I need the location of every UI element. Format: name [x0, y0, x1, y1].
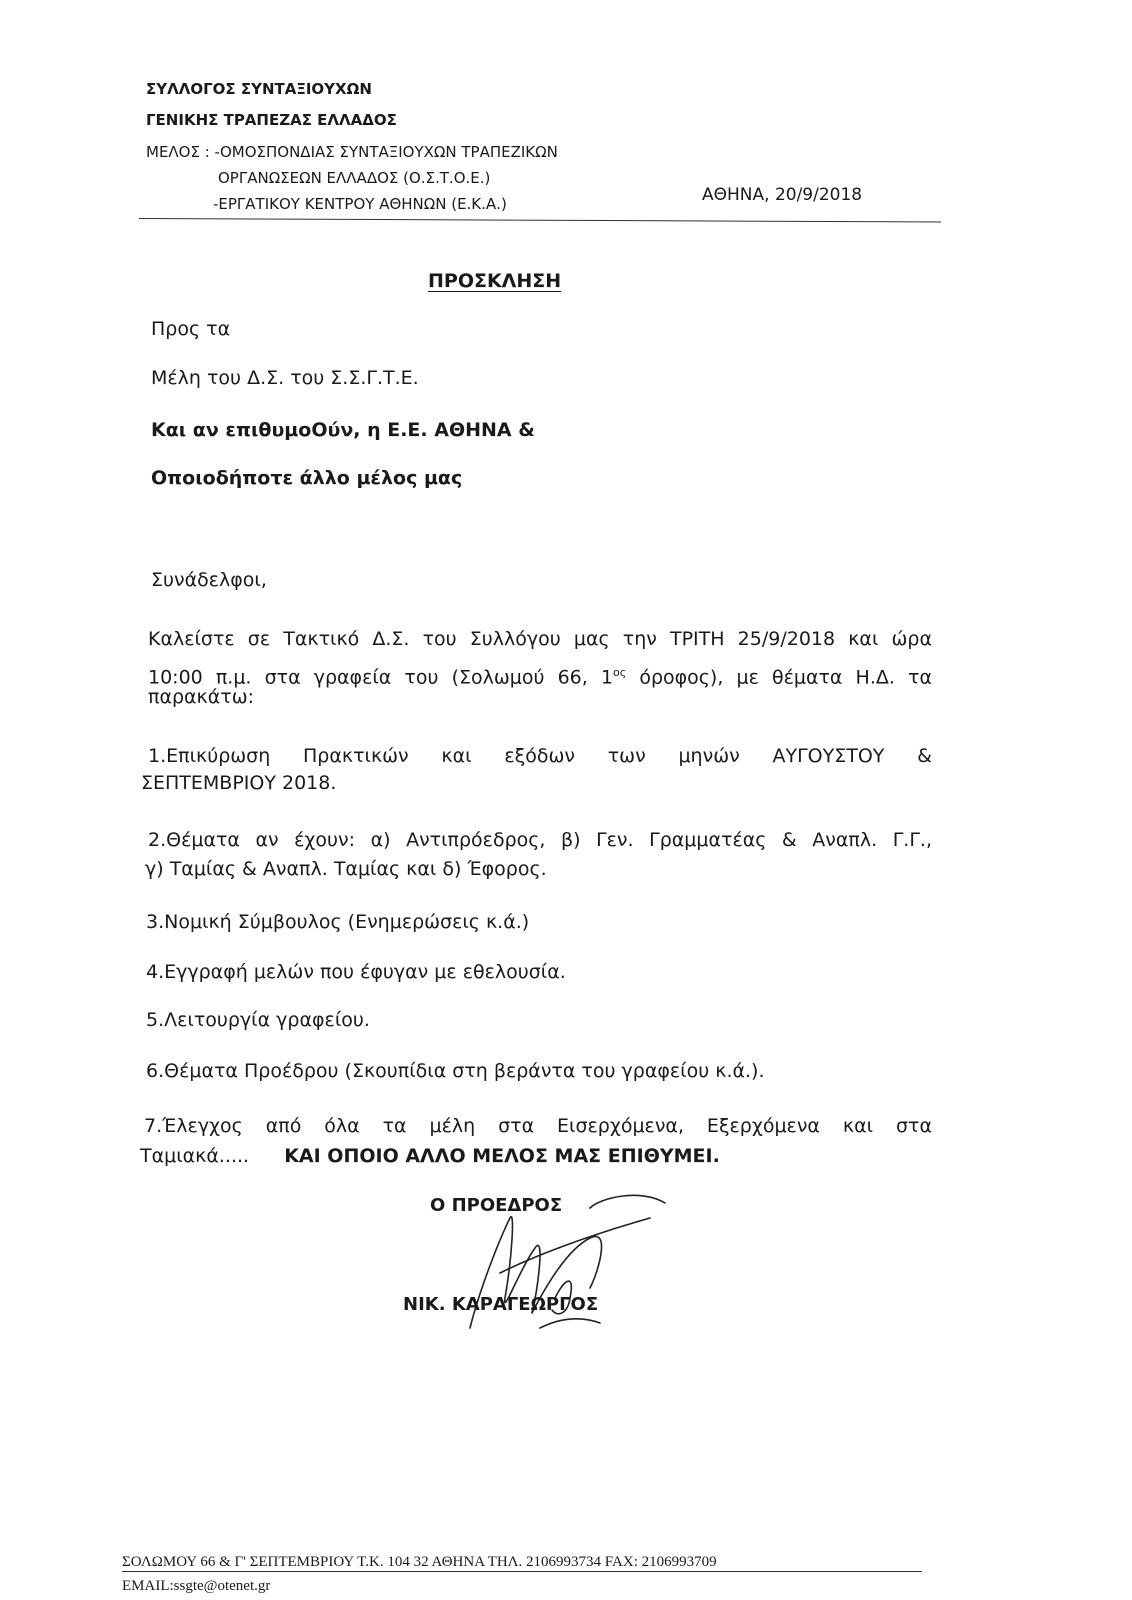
agenda-item-1-line1: 1.Επικύρωση Πρακτικών και εξόδων των μηνών ΑΥΓΟΥΣΤΟΥ & [148, 745, 932, 767]
agenda-item-3: 3.Νομική Σύμβουλος (Ενημερώσεις κ.ά.) [146, 911, 530, 933]
recipients-line4: Οποιοδήποτε άλλο μέλος μας [151, 467, 463, 489]
handwritten-signature [440, 1178, 690, 1348]
intro-line2: 10:00 π.μ. στα γραφεία του (Σολωμού 66, $1^{o\varsigma}$ όροφος), με θέματα Η.Δ. τα [148, 666, 932, 689]
recipients-line3: Και αν επιθυμοΟύν, η Ε.Ε. ΑΘΗΝΑ & [151, 419, 535, 441]
agenda-item-7-line2 [140, 1145, 720, 1167]
agenda-item-5: 5.Λειτουργία γραφείου. [146, 1009, 370, 1031]
salutation: Συνάδελφοι, [151, 569, 267, 591]
document-title: ΠΡΟΣΚΛΗΣΗ [428, 270, 562, 292]
agenda-item-7-line1: 7.Έλεγχος από όλα τα μέλη στα Εισερχόμενα, Εξερχόμενα και στα [144, 1115, 932, 1137]
intro-line3: παρακάτω: [148, 686, 255, 708]
agenda-item-4: 4.Εγγραφή μελών που έφυγαν με εθελουσία. [146, 961, 566, 983]
recipients-line1: Προς τα [151, 318, 231, 340]
recipients-line2: Μέλη του Δ.Σ. του Σ.Σ.Γ.Τ.Ε. [151, 367, 419, 389]
header-divider [139, 218, 941, 222]
org-name-line2: ΓΕΝΙΚΗΣ ΤΡΑΠΕΖΑΣ ΕΛΛΑΔΟΣ [146, 111, 397, 129]
signature-name: ΝΙΚ. ΚΑΡΑΓΕΩΡΓΟΣ [403, 1294, 599, 1315]
agenda-item-7-text: Ταμιακά..... [140, 1145, 250, 1167]
letter-date: ΑΘΗΝΑ, 20/9/2018 [702, 185, 863, 205]
signature-role: Ο ΠΡΟΕΔΡΟΣ [430, 1195, 563, 1216]
member-line1: ΜΕΛΟΣ : -ΟΜΟΣΠΟΝΔΙΑΣ ΣΥΝΤΑΞΙΟΥΧΩΝ ΤΡΑΠΕΖΙΚΩΝ [146, 143, 558, 161]
agenda-item-2-line1: 2.Θέματα αν έχουν: α) Αντιπρόεδρος, β) Γεν. Γραμματέας & Αναπλ. Γ.Γ., [148, 829, 932, 851]
org-name-line1: ΣΥΛΛΟΓΟΣ ΣΥΝΤΑΞΙΟΥΧΩΝ [146, 80, 372, 98]
intro-line1: Καλείστε σε Τακτικό Δ.Σ. του Συλλόγου μας την ΤΡΙΤΗ 25/9/2018 και ώρα [148, 628, 932, 650]
agenda-item-1-line2: ΣΕΠΤΕΜΒΡΙΟΥ 2018. [141, 772, 337, 794]
member-line3: -ΕΡΓΑΤΙΚΟΥ ΚΕΝΤΡΟΥ ΑΘΗΝΩΝ (Ε.Κ.Α.) [213, 195, 507, 213]
member-line2: ΟΡΓΑΝΩΣΕΩΝ ΕΛΛΑΔΟΣ (Ο.Σ.Τ.Ο.Ε.) [218, 169, 491, 187]
agenda-item-7-emphasis: ΚΑΙ ΟΠΟΙΟ ΑΛΛΟ ΜΕΛΟΣ ΜΑΣ ΕΠΙΘΥΜΕΙ. [284, 1145, 720, 1167]
footer-email: EMAIL:ssgte@otenet.gr [122, 1578, 271, 1594]
agenda-item-2-line2: γ) Ταμίας & Αναπλ. Ταμίας και δ) Έφορος. [145, 858, 547, 880]
footer-divider [122, 1571, 922, 1572]
footer-address: ΣΟΛΩΜΟΥ 66 & Γ' ΣΕΠΤΕΜΒΡΙΟΥ Τ.Κ. 104 32 ΑΘΗΝΑ ΤΗΛ. 2106993734 FAX: 2106993709 [122, 1554, 717, 1570]
agenda-item-6: 6.Θέματα Προέδρου (Σκουπίδια στη βεράντα του γραφείου κ.ά.). [146, 1060, 765, 1082]
